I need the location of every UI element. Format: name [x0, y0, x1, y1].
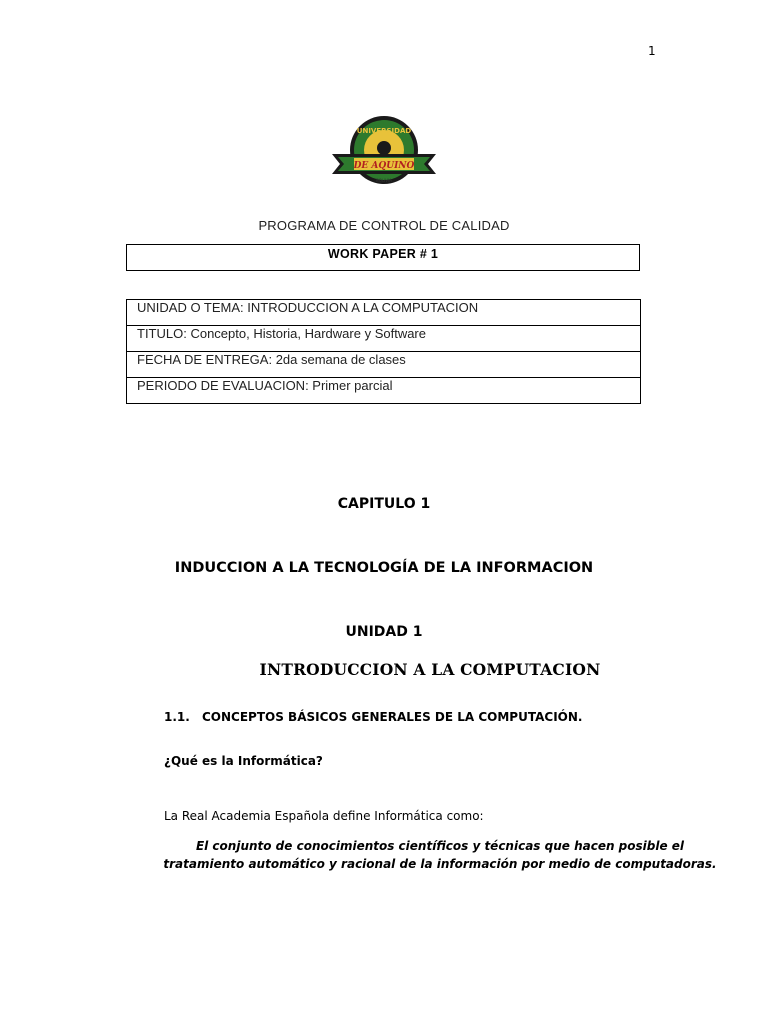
table-cell-unit: UNIDAD O TEMA: INTRODUCCION A LA COMPUTACION	[127, 300, 641, 326]
definition-quote: El conjunto de conocimientos científicos y técnicas que hacen posible el tratamiento automático y racional de la información por medio de computadoras.	[163, 839, 717, 871]
table-row	[127, 326, 641, 352]
rae-intro-text: La Real Academia Española define Informática como:	[164, 809, 484, 823]
table-cell-title: TITULO: Concepto, Historia, Hardware y Software	[127, 326, 641, 352]
program-title: PROGRAMA DE CONTROL DE CALIDAD	[258, 218, 510, 233]
page-number: 1	[648, 44, 656, 58]
chapter-heading: CAPITULO 1	[337, 496, 431, 512]
logo-banner-text: DE AQUINO	[353, 161, 415, 171]
info-table	[126, 299, 641, 404]
logo-bottom-text: BOLIVIA	[376, 178, 392, 183]
university-logo	[328, 112, 440, 186]
work-paper-label: WORK PAPER # 1	[327, 247, 439, 261]
section-heading	[164, 710, 582, 724]
logo-top-text: UNIVERSIDAD	[356, 127, 412, 135]
section-number: 1.1.	[164, 710, 190, 724]
question-heading: ¿Qué es la Informática?	[164, 754, 323, 768]
table-row	[127, 300, 641, 326]
table-cell-due-date: FECHA DE ENTREGA: 2da semana de clases	[127, 352, 641, 378]
unit-title: INTRODUCCION A LA COMPUTACION	[259, 660, 601, 679]
unit-heading: UNIDAD 1	[345, 624, 423, 640]
table-cell-period: PERIODO DE EVALUACION: Primer parcial	[127, 378, 641, 404]
table-row	[127, 378, 641, 404]
work-paper-box	[126, 244, 640, 271]
chapter-title: INDUCCION A LA TECNOLOGÍA DE LA INFORMACION	[174, 560, 594, 576]
table-row	[127, 352, 641, 378]
section-title: CONCEPTOS BÁSICOS GENERALES DE LA COMPUTACIÓN.	[202, 710, 583, 724]
